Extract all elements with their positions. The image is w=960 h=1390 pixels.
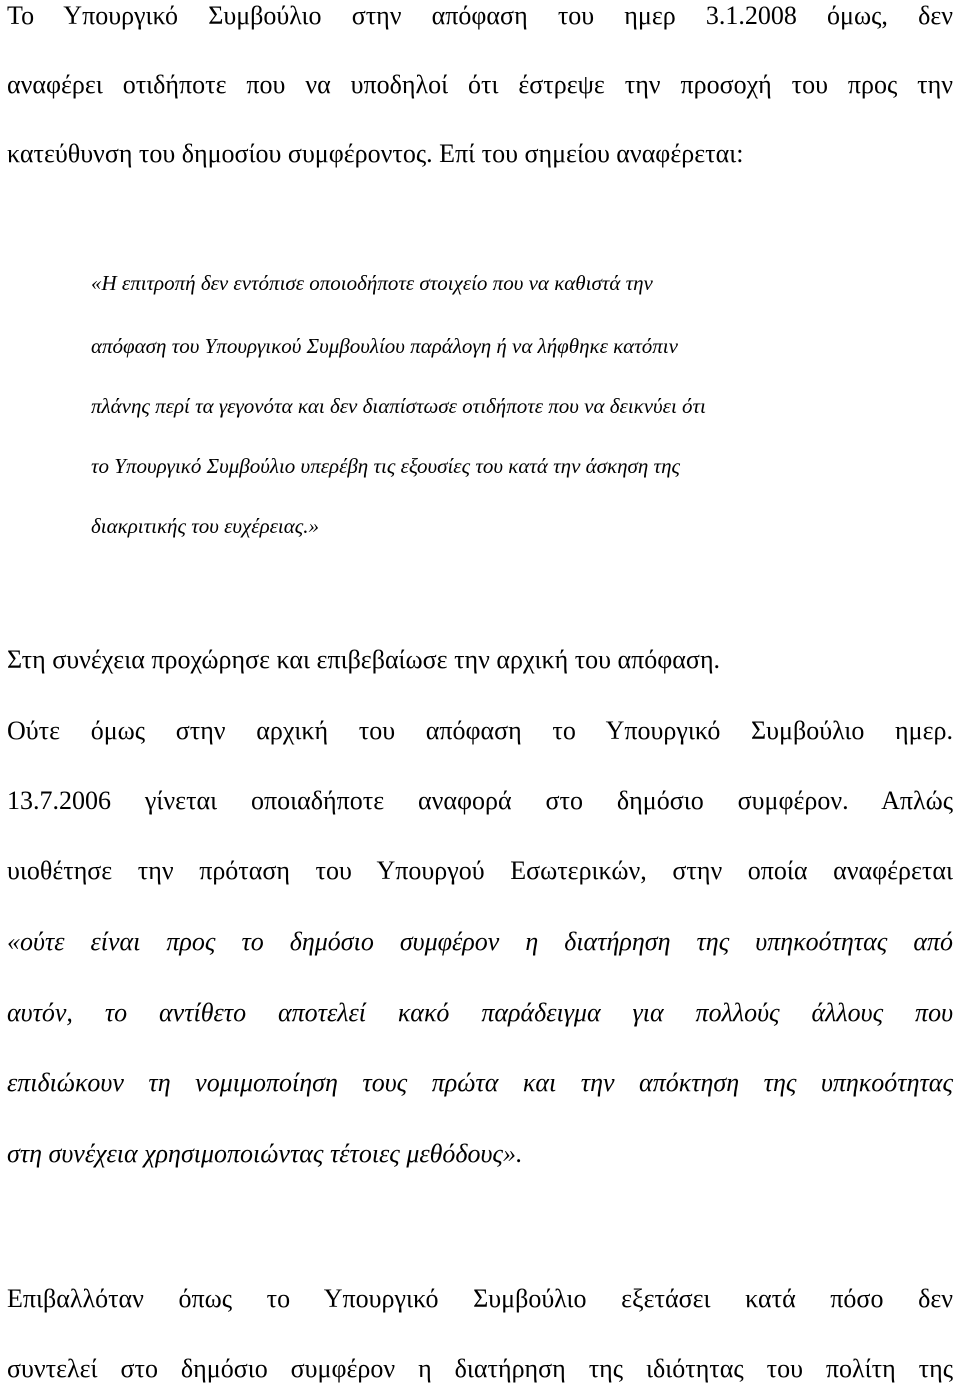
block-quote-line-2: απόφαση του Υπουργικού Συμβουλίου παράλογη ή να λήφθηκε κατόπιν [91,334,678,358]
paragraph-2-line-4: υιοθέτησε την πρόταση του Υπουργού Εσωτερικών, στην οποία αναφέρεται [7,856,953,885]
paragraph-1-line-2: αναφέρει οτιδήποτε που να υποδηλοί ότι έστρεψε την προσοχή του προς την [7,70,953,99]
paragraph-1-line-3: κατεύθυνση του δημοσίου συμφέροντος. Επί του σημείου αναφέρεται: [7,139,744,168]
paragraph-2-line-6: αυτόν, το αντίθετο αποτελεί κακό παράδειγμα για πολλούς άλλους που [7,998,953,1027]
paragraph-3-line-1: Επιβαλλόταν όπως το Υπουργικό Συμβούλιο εξετάσει κατά πόσο δεν [7,1284,953,1313]
paragraph-2-line-1: Στη συνέχεια προχώρησε και επιβεβαίωσε την αρχική του απόφαση. [7,645,721,674]
paragraph-2-line-8: στη συνέχεια χρησιμοποιώντας τέτοιες μεθόδους». [7,1139,523,1168]
paragraph-3-line-2: συντελεί στο δημόσιο συμφέρον η διατήρηση της ιδιότητας του πολίτη της [7,1354,953,1383]
block-quote-line-4: το Υπουργικό Συμβούλιο υπερέβη τις εξουσίες του κατά την άσκηση της [91,454,681,478]
paragraph-2-line-7: επιδιώκουν τη νομιμοποίηση τους πρώτα και την απόκτηση της υπηκοότητας [7,1068,953,1097]
block-quote-line-5: διακριτικής του ευχέρειας.» [91,514,320,538]
paragraph-1-line-1: Το Υπουργικό Συμβούλιο στην απόφαση του ημερ 3.1.2008 όμως, δεν [7,1,953,30]
block-quote-line-1: «Η επιτροπή δεν εντόπισε οποιοδήποτε στοιχείο που να καθιστά την [91,271,653,295]
block-quote-line-3: πλάνης περί τα γεγονότα και δεν διαπίστωσε οτιδήποτε που να δεικνύει ότι [91,394,706,418]
paragraph-2-line-5: «ούτε είναι προς το δημόσιο συμφέρον η διατήρηση της υπηκοότητας από [7,927,953,956]
paragraph-2-line-3: 13.7.2006 γίνεται οποιαδήποτε αναφορά στο δημόσιο συμφέρον. Απλώς [7,786,953,815]
paragraph-2-line-2: Ούτε όμως στην αρχική του απόφαση το Υπουργικό Συμβούλιο ημερ. [7,716,953,745]
